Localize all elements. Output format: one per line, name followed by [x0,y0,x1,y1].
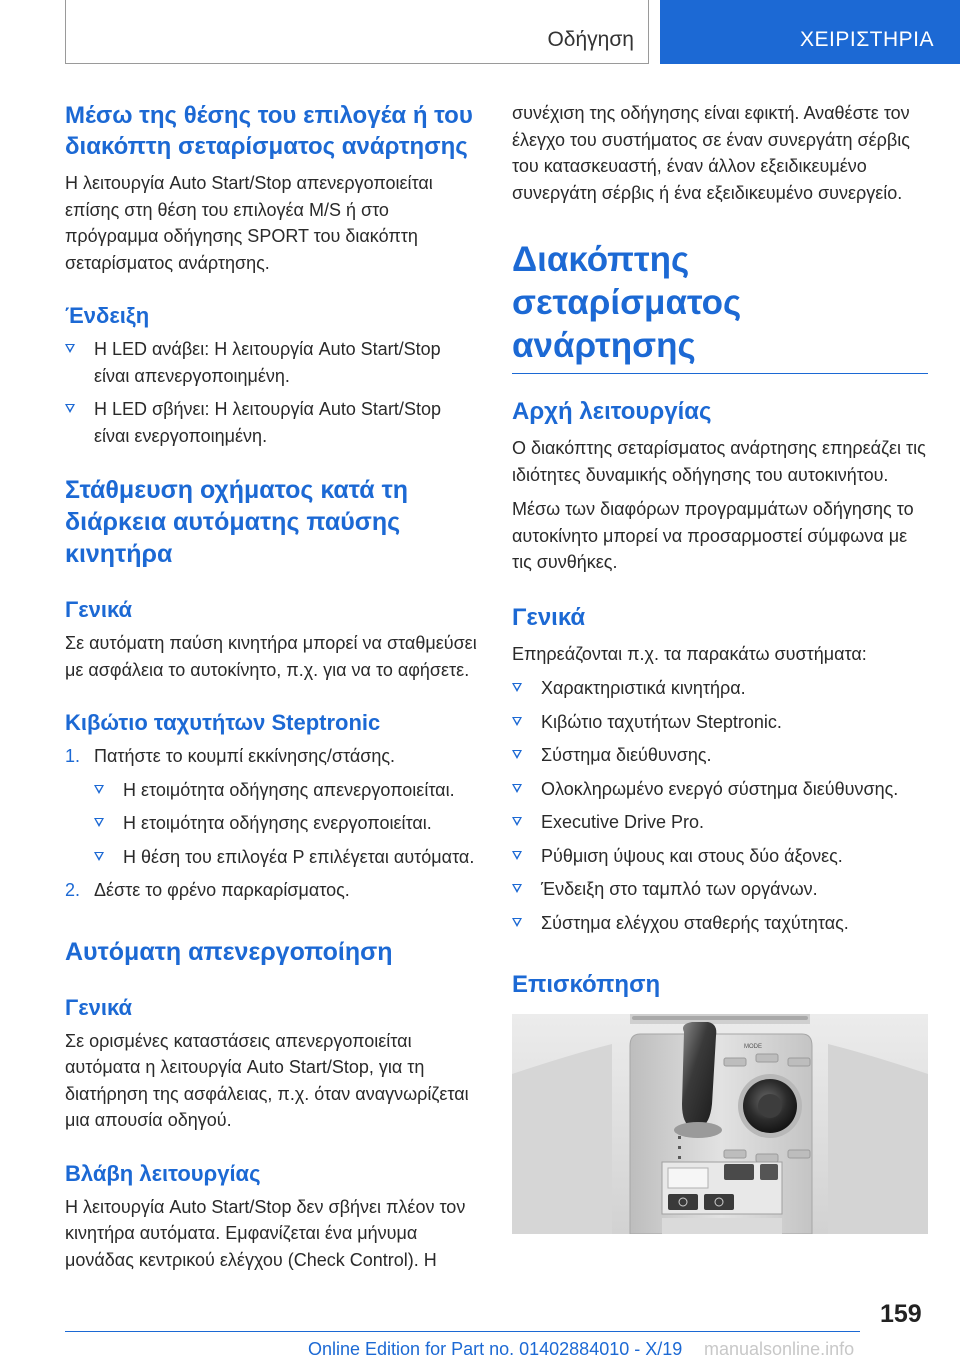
paragraph-fault: Η λειτουργία Auto Start/Stop δεν σβήνει πλέον τον κινητήρα αυτόματα. Εμφανίζεται ένα μήνυμα μονάδας κεντρικού ελέγχου (Check Control). Η [65,1196,466,1270]
step-item: 2. Δέστε το φρένο παρκαρίσματος. [65,880,350,900]
left-column [65,100,481,1273]
triangle-bullet-icon [94,785,104,794]
triangle-bullet-icon [94,818,104,827]
triangle-bullet-icon [512,918,522,927]
paragraph-continue: συνέχιση της οδήγησης είναι εφικτή. Αναθέστε τον έλεγχο του συστήματος σε έναν συνεργάτη σέρβις του κατασκευαστή, έναν άλλον εξειδικευμένο συνεργάτη σέρβις ή ένα εξειδικευμένο συνεργείο. [512,103,910,203]
list-item: Κιβώτιο ταχυτήτων Steptronic. [512,709,928,736]
list-item: Ρύθμιση ύψους και στους δύο άξονες. [512,843,928,870]
triangle-bullet-icon [512,717,522,726]
heading-selector: Μέσω της θέσης του επιλογέα ή του διακόπτη σεταρίσματος ανάρτησης [65,102,473,160]
photo-label-mode: MODE [744,1044,762,1050]
paragraph-general-1: Σε αυτόματη παύση κινητήρα μπορεί να σταθμεύσει με ασφάλεια το αυτοκίνητο, π.χ. για να το αφήσετε. [65,633,477,680]
heading-parking: Στάθμευση οχήματος κατά τη διάρκεια αυτόματης παύσης κινητήρα [65,476,409,568]
list-item: Ένδειξη στο ταμπλό των οργάνων. [512,876,928,903]
list-item: Executive Drive Pro. [512,809,928,836]
sub-list [94,777,481,871]
paragraph-general-2: Σε ορισμένες καταστάσεις απενεργοποιείται αυτόματα η λειτουργία Auto Start/Stop, για τη διατήρηση της ασφάλειας, π.χ. όταν αναγνωρίζεται μια απουσία οδηγού. [65,1030,469,1130]
list-item: Η θέση του επιλογέα P επιλέγεται αυτόματα. [94,844,481,871]
header-section-box [65,0,649,64]
main-heading: Διακόπτης σεταρίσματος ανάρτησης [512,240,742,365]
steps-list [65,743,481,904]
paragraph-selector: Η λειτουργία Auto Start/Stop απενεργοποιείται επίσης στη θέση του επιλογέα M/S ή στο πρόγραμμα οδήγησης SPORT του διακόπτη σεταρίσματος ανάρτησης. [65,173,433,273]
header-chapter-tab [660,0,960,64]
paragraph-principle-1: Ο διακόπτης σεταρίσματος ανάρτησης επηρεάζει τις ιδιότητες δυναμικής οδήγησης του αυτοκινήτου. [512,438,926,485]
paragraph-principle-2: Μέσω των διαφόρων προγραμμάτων οδήγησης το αυτοκίνητο μπορεί να προσαρμοστεί σύμφωνα με τις συνθήκες. [512,499,914,572]
heading-general: Γενικά [512,603,586,631]
list-item: Σύστημα διεύθυνσης. [512,742,928,769]
list-item: Η ετοιμότητα οδήγησης ενεργοποιείται. [94,810,481,837]
triangle-bullet-icon [512,851,522,860]
heading-indicator: Ένδειξη [65,303,150,328]
list-item: Χαρακτηριστικά κινητήρα. [512,675,928,702]
triangle-bullet-icon [512,784,522,793]
list-item: Η LED σβήνει: Η λειτουργία Auto Start/Stop είναι ενεργοποιημένη. [65,396,481,449]
triangle-bullet-icon [65,344,75,353]
heading-principle: Αρχή λειτουργίας [512,398,712,425]
center-console-photo [512,1014,928,1234]
list-item: Σύστημα ελέγχου σταθερής ταχύτητας. [512,910,928,937]
systems-list [512,675,928,936]
triangle-bullet-icon [94,852,104,861]
heading-auto-off: Αυτόματη απενεργοποίηση [65,937,393,966]
list-item: Η ετοιμότητα οδήγησης απενεργοποιείται. [94,777,481,804]
list-item: Ολοκληρωμένο ενεργό σύστημα διεύθυνσης. [512,776,928,803]
indicator-list [65,336,481,449]
heading-general-1: Γενικά [65,597,133,622]
footer-divider [65,1331,860,1332]
watermark-text: manualsonline.info [704,1339,855,1359]
page-number: 159 [880,1300,922,1328]
header-section-title: Οδήγηση [547,28,634,51]
paragraph-general: Επηρεάζονται π.χ. τα παρακάτω συστήματα: [512,643,867,664]
triangle-bullet-icon [512,884,522,893]
center-console-illustration [512,1014,928,1234]
heading-steptronic: Κιβώτιο ταχυτήτων Steptronic [65,710,381,735]
heading-general-2: Γενικά [65,994,133,1020]
header-chapter-title: ΧΕΙΡΙΣΤΗΡΙΑ [800,28,935,51]
triangle-bullet-icon [65,404,75,413]
triangle-bullet-icon [512,683,522,692]
heading-overview: Επισκόπηση [512,971,661,998]
footer-edition: Online Edition for Part no. 01402884010 - X/19 [308,1339,683,1359]
right-column [512,100,928,1234]
list-item: Η LED ανάβει: Η λειτουργία Auto Start/Stop είναι απενεργοποιημένη. [65,336,481,389]
step-item: 1. Πατήστε το κουμπί εκκίνησης/στάσης. Η ετοιμότητα οδήγησης απενεργοποιείται. Η ετοιμότητα οδήγησης ενεργοποιείται. Η θέση του επιλογέα P επιλέγεται αυτόματα. [65,743,481,870]
heading-fault: Βλάβη λειτουργίας [65,1160,261,1186]
main-heading-block [512,238,928,374]
triangle-bullet-icon [512,750,522,759]
triangle-bullet-icon [512,817,522,826]
